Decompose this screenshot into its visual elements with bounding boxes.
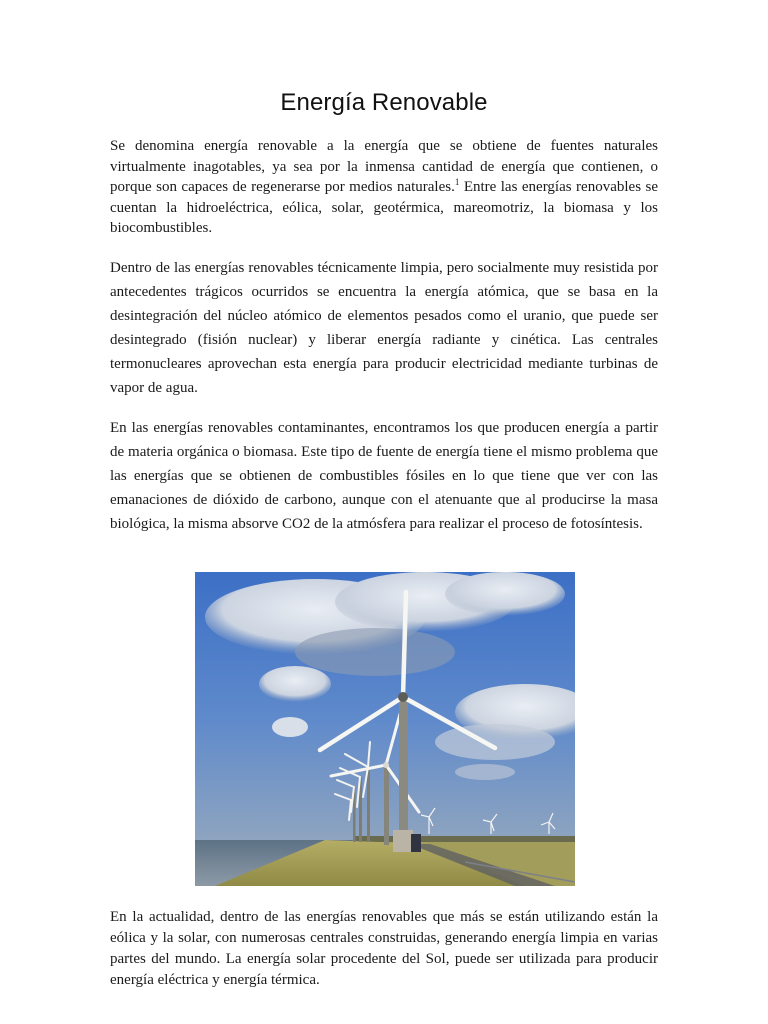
paragraph-nuclear: Dentro de las energías renovables técnicamente limpia, pero socialmente muy resistida por antecedentes trágicos ocurridos se encuentra la energía atómica, que se basa en la desintegración del núcleo atómico de elementos pesados como el uranio, que puede ser desintegrado (fisión nuclear) y liberar energía radiante y cinética. Las centrales termonucleares aprovechan esta energía para producir electricidad mediante turbinas de vapor de agua. [110, 260, 658, 396]
footnote-reference[interactable]: 1 [454, 177, 460, 187]
paragraph-biomass: En las energías renovables contaminantes, encontramos los que producen energía a partir de materia orgánica o biomasa. Este tipo de fuente de energía tiene el mismo problema que las energías que se obtienen de combustibles fósiles en lo que tiene que ver con las emanaciones de dióxido de carbono, aunque con el atenuante que al producirse la masa biológica, la misma absorve CO2 de la atmósfera para realizar el proceso de fotosíntesis. [110, 420, 658, 532]
paragraph-intro-text: Se denomina energía renovable a la energía que se obtiene de fuentes naturales virtualmente inagotables, ya sea por la inmensa cantidad de energía que contienen, o porque son capaces de regenerarse por medios naturales. [110, 138, 658, 195]
page-title: Energía Renovable [280, 89, 488, 116]
wind-turbines-image [195, 572, 575, 886]
paragraph-intro-text-cont: Entre las energías renovables se cuentan la hidroeléctrica, eólica, solar, geotérmica, mareomotriz, la biomasa y los biocombustibles. [110, 179, 658, 236]
paragraph-current-use: En la actualidad, dentro de las energías renovables que más se están utilizando están la eólica y la solar, con numerosas centrales construidas, generando energía limpia en varias partes del mundo. La energía solar procedente del Sol, puede ser utilizada para producir energía eléctrica y energía térmica. [110, 909, 658, 988]
paragraph-intro [110, 136, 658, 239]
